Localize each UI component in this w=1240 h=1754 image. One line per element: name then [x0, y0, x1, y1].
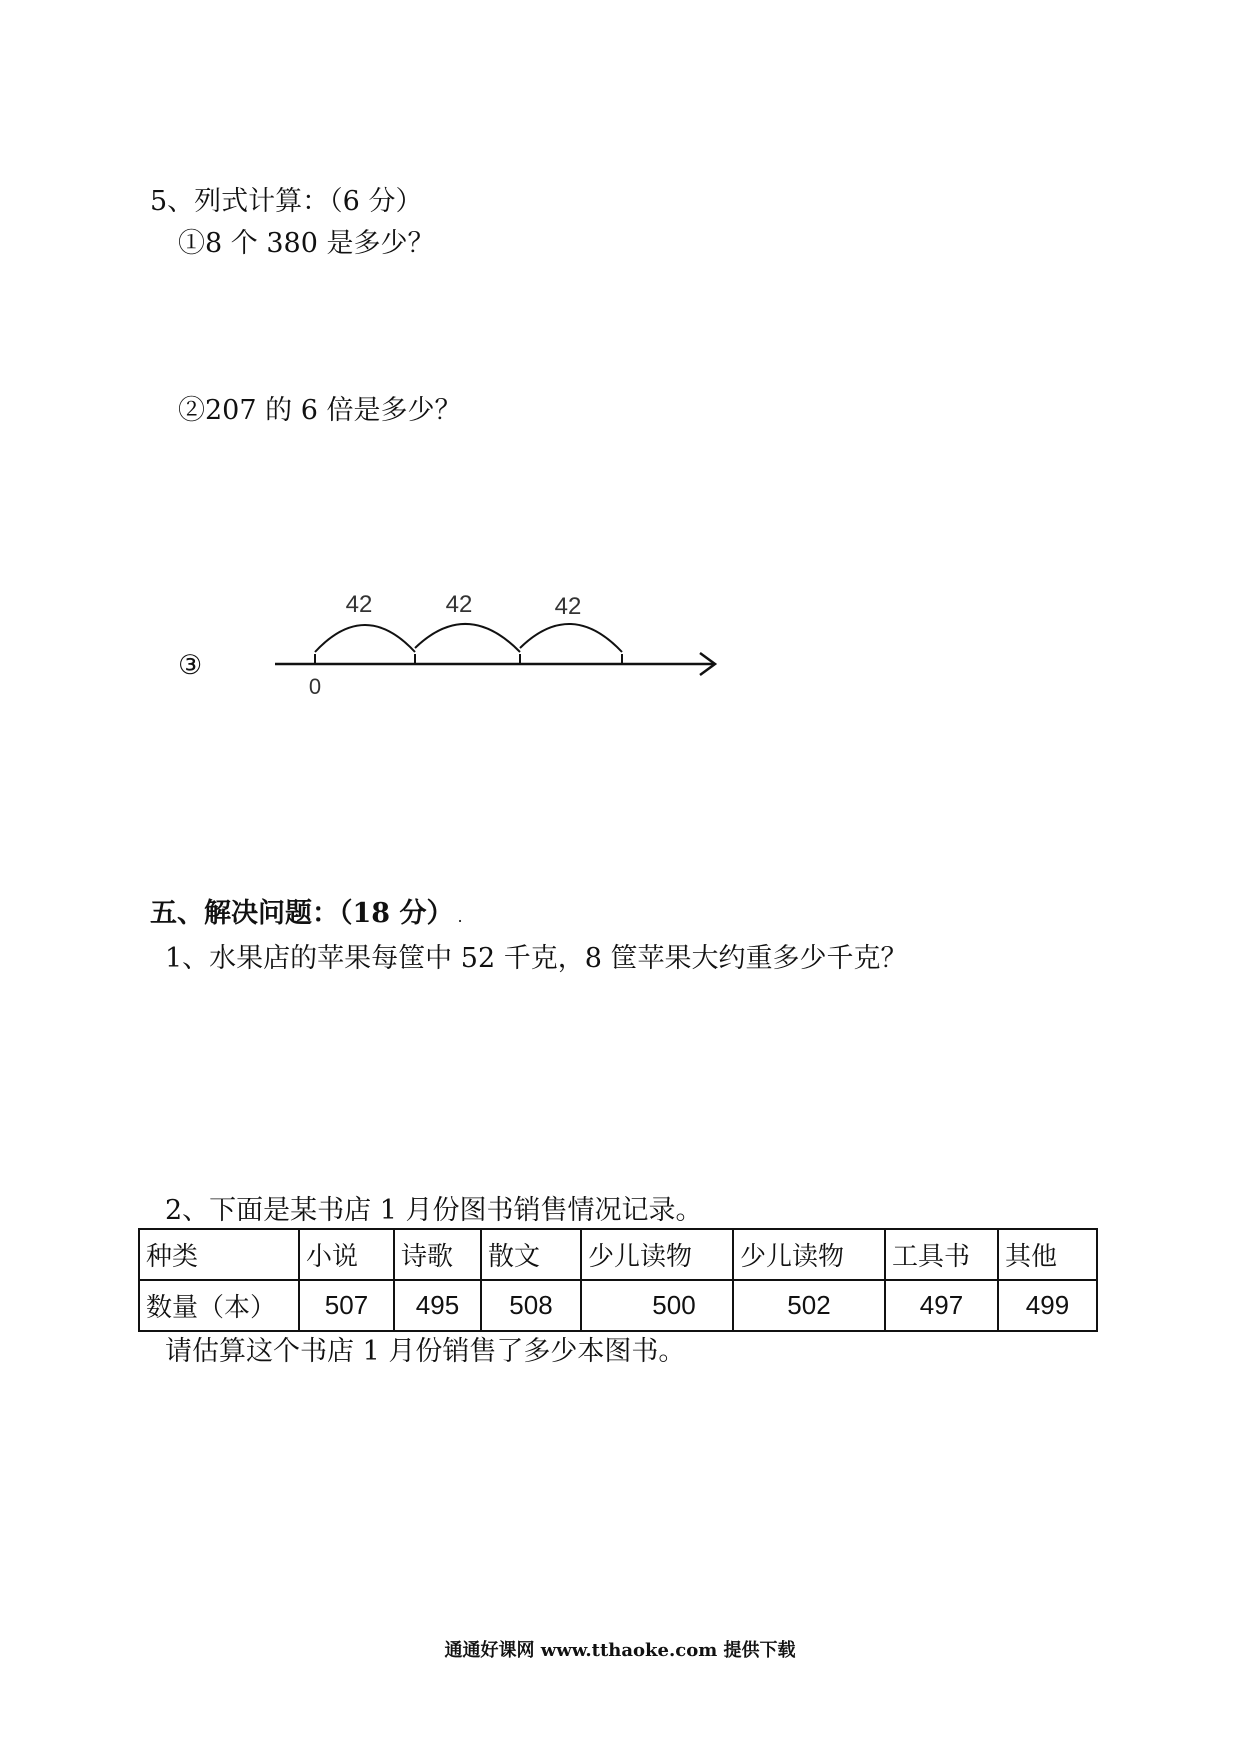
jump-label-1: 42: [345, 591, 373, 618]
origin-label: 0: [308, 674, 322, 699]
value-cell: 500: [581, 1280, 733, 1331]
number-line-diagram: [0, 0, 1240, 760]
category-cell: 散文: [481, 1229, 581, 1280]
jump-label-3: 42: [554, 593, 582, 620]
value-cell: 502: [733, 1280, 885, 1331]
section5-title-tail: .: [457, 907, 463, 926]
category-cell: 诗歌: [394, 1229, 481, 1280]
problem-2-intro: 2、下面是某书店 1 月份图书销售情况记录。: [165, 1195, 703, 1226]
q5-item-2: ②207 的 6 倍是多少？: [178, 395, 462, 426]
header-label: 种类: [139, 1229, 299, 1280]
section5-title: [150, 898, 463, 933]
jump-arc-3: [520, 624, 622, 652]
category-cell: 其他: [998, 1229, 1097, 1280]
sales-table: [138, 1228, 1098, 1332]
category-cell: 工具书: [885, 1229, 998, 1280]
problem-1: 1、水果店的苹果每筐中 52 千克，8 筐苹果大约重多少千克？: [165, 943, 908, 974]
q5-item-3-marker: ③: [178, 650, 203, 681]
jump-arc-1: [315, 625, 415, 652]
jump-arc-2: [415, 624, 520, 652]
row-label: 数量（本）: [139, 1280, 299, 1331]
value-cell: 507: [299, 1280, 394, 1331]
value-cell: 508: [481, 1280, 581, 1331]
problem-2-question: 请估算这个书店 1 月份销售了多少本图书。: [165, 1336, 686, 1367]
table-value-row: [139, 1280, 1097, 1331]
value-cell: 495: [394, 1280, 481, 1331]
q5-title: 5、列式计算：（6 分）: [150, 186, 423, 217]
value-cell: 499: [998, 1280, 1097, 1331]
value-cell: 497: [885, 1280, 998, 1331]
table-header-row: [139, 1229, 1097, 1280]
footer-credit: 通通好课网 www.tthaoke.com 提供下载: [444, 1640, 796, 1661]
category-cell: 少儿读物: [581, 1229, 733, 1280]
section5-title-text: 五、解决问题：（18 分）: [150, 898, 454, 929]
category-cell: 小说: [299, 1229, 394, 1280]
jump-label-2: 42: [445, 591, 473, 618]
category-cell: 少儿读物: [733, 1229, 885, 1280]
q5-item-1: ①8 个 380 是多少？: [178, 228, 435, 259]
